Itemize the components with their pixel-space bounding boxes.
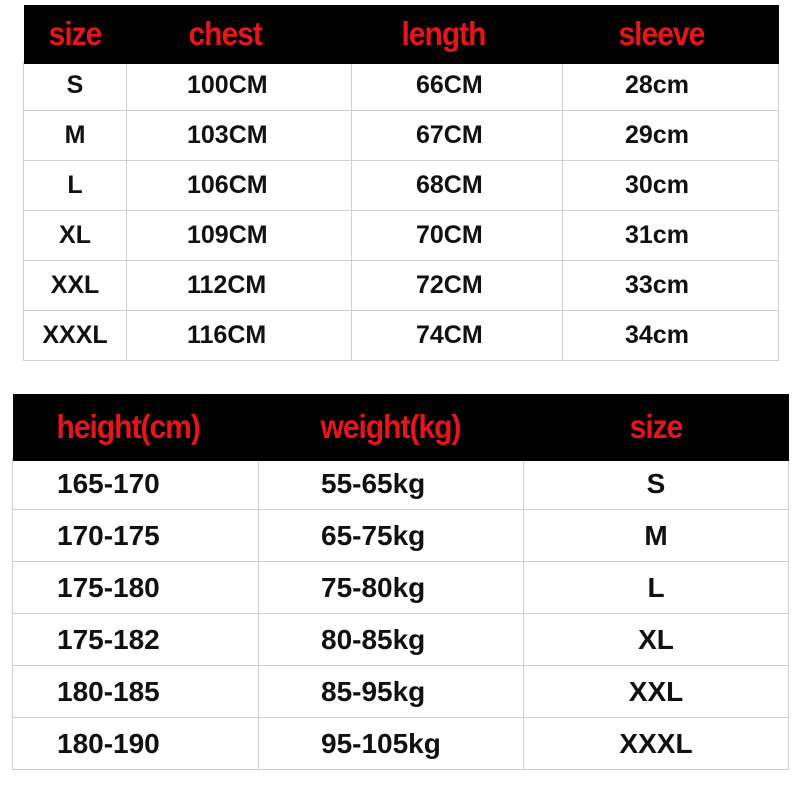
chest-cell: 116CM [127,311,352,361]
size-cell: L [24,161,127,211]
length-cell: 70CM [352,211,563,261]
table-row [24,111,779,161]
table-row [13,562,789,614]
sleeve-cell: 34cm [563,311,779,361]
chest-cell: 109CM [127,211,352,261]
size-cell: XL [24,211,127,261]
weight-cell: 65-75kg [259,510,524,562]
height-weight-size-table [12,397,789,770]
header-chest: chest [127,5,352,64]
size-table-header-row [24,8,779,61]
table-row [13,458,789,510]
header-size: size [524,394,789,461]
chest-cell: 100CM [127,61,352,111]
length-cell: 72CM [352,261,563,311]
size-cell: S [524,458,789,510]
weight-cell: 75-80kg [259,562,524,614]
table-row [13,718,789,770]
height-cell: 170-175 [13,510,259,562]
height-cell: 175-182 [13,614,259,666]
table-row [13,614,789,666]
size-cell: M [24,111,127,161]
header-height: height(cm) [13,394,259,461]
sleeve-cell: 31cm [563,211,779,261]
header-size: size [24,5,127,64]
height-cell: 180-185 [13,666,259,718]
table-row [13,510,789,562]
sleeve-cell: 30cm [563,161,779,211]
weight-cell: 80-85kg [259,614,524,666]
size-measurement-table [23,8,779,361]
table-row [24,61,779,111]
header-length: length [352,5,563,64]
table-row [24,211,779,261]
chest-cell: 103CM [127,111,352,161]
header-weight: weight(kg) [259,394,524,461]
chest-cell: 106CM [127,161,352,211]
table-row [24,161,779,211]
size-cell: XXL [524,666,789,718]
length-cell: 67CM [352,111,563,161]
size-cell: L [524,562,789,614]
table-row [13,666,789,718]
length-cell: 66CM [352,61,563,111]
table-row [24,311,779,361]
height-cell: 175-180 [13,562,259,614]
length-cell: 74CM [352,311,563,361]
header-sleeve: sleeve [563,5,779,64]
sleeve-cell: 29cm [563,111,779,161]
fit-table-header-row [13,397,789,458]
weight-cell: 95-105kg [259,718,524,770]
size-cell: M [524,510,789,562]
height-cell: 165-170 [13,458,259,510]
chest-cell: 112CM [127,261,352,311]
size-cell: S [24,61,127,111]
size-cell: XXL [24,261,127,311]
sleeve-cell: 33cm [563,261,779,311]
size-cell: XL [524,614,789,666]
size-cell: XXXL [24,311,127,361]
length-cell: 68CM [352,161,563,211]
size-cell: XXXL [524,718,789,770]
height-cell: 180-190 [13,718,259,770]
sleeve-cell: 28cm [563,61,779,111]
weight-cell: 85-95kg [259,666,524,718]
table-row [24,261,779,311]
weight-cell: 55-65kg [259,458,524,510]
